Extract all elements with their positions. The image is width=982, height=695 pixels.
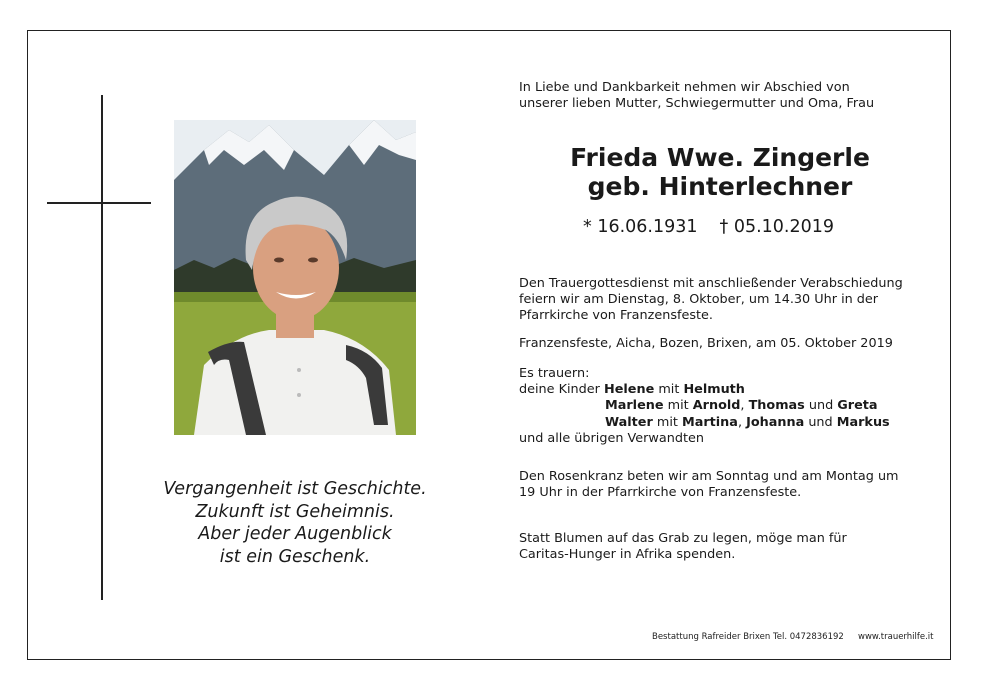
partner-name: Martina (682, 414, 738, 430)
child-name: Helene (604, 382, 655, 398)
name-line: Frieda Wwe. Zingerle (570, 143, 870, 172)
child-name: Johanna (746, 414, 805, 430)
partner-name: Greta (837, 398, 878, 414)
donation-line: Statt Blumen auf das Grab zu legen, möge man für (519, 531, 847, 546)
intro-text (519, 80, 874, 112)
funeral-service-text (519, 276, 903, 325)
conjunction: mit (658, 382, 680, 398)
service-line: Den Trauergottesdienst mit anschließender Verabschiedung (519, 276, 903, 291)
funeral-home-contact: Bestattung Rafreider Brixen Tel. 0472836192 (652, 632, 844, 642)
birth-date: * 16.06.1931 (583, 217, 698, 237)
service-line: Pfarrkirche von Franzensfeste. (519, 308, 713, 324)
mourner-row: Walter mit Martina, Johanna und Markus (605, 414, 890, 430)
cross-horizontal-bar (47, 202, 151, 204)
maiden-name-line: geb. Hinterlechner (587, 172, 853, 201)
conjunction: und (808, 414, 833, 430)
quote-line: ist ein Geschenk. (219, 546, 371, 567)
child-name: Walter (605, 414, 653, 430)
intro-line: unserer lieben Mutter, Schwiegermutter und Oma, Frau (519, 96, 875, 112)
conjunction: mit (667, 398, 689, 414)
website-link[interactable]: www.trauerhilfe.it (858, 632, 934, 642)
mourner-row (519, 382, 745, 398)
life-dates (583, 216, 834, 238)
place-date (519, 336, 893, 352)
partner-name: Markus (836, 414, 890, 430)
portrait-illustration (174, 120, 416, 435)
partner-name: Helmuth (683, 382, 745, 398)
quote-line: Zukunft ist Geheimnis. (195, 501, 395, 522)
quote-line: Vergangenheit ist Geschichte. (163, 479, 427, 499)
memorial-quote (130, 478, 460, 568)
cross-vertical-bar (101, 95, 103, 600)
conjunction: mit (656, 414, 678, 430)
conjunction: und (808, 398, 834, 414)
intro-line: In Liebe und Dankbarkeit nehmen wir Abschied von (519, 80, 850, 95)
service-line: feiern wir am Dienstag, 8. Oktober, um 14.30 Uhr in der (519, 292, 879, 308)
mourners-prefix: deine Kinder (519, 382, 600, 398)
rosary-line: Den Rosenkranz beten wir am Sonntag und am Montag um (519, 469, 899, 484)
mourners-heading: Es trauern: (519, 366, 590, 381)
death-date: † 05.10.2019 (719, 217, 835, 237)
quote-line: Aber jeder Augenblick (198, 524, 392, 544)
mourners-closing: und alle übrigen Verwandten (519, 430, 704, 446)
mourner-row: Marlene mit Arnold, Thomas und Greta (605, 398, 878, 414)
portrait-photo (174, 120, 416, 435)
child-name: Thomas (748, 398, 805, 414)
deceased-name (520, 143, 920, 201)
rosary-text (519, 469, 899, 501)
child-name: Marlene (605, 398, 664, 414)
mourners-list (519, 366, 890, 447)
rosary-line: 19 Uhr in der Pfarrkirche von Franzensfeste. (519, 485, 802, 501)
place-date-line: Franzensfeste, Aicha, Bozen, Brixen, am 05. Oktober 2019 (519, 336, 893, 351)
donation-text (519, 531, 847, 563)
donation-line: Caritas-Hunger in Afrika spenden. (519, 547, 736, 563)
partner-name: Arnold (692, 398, 741, 414)
